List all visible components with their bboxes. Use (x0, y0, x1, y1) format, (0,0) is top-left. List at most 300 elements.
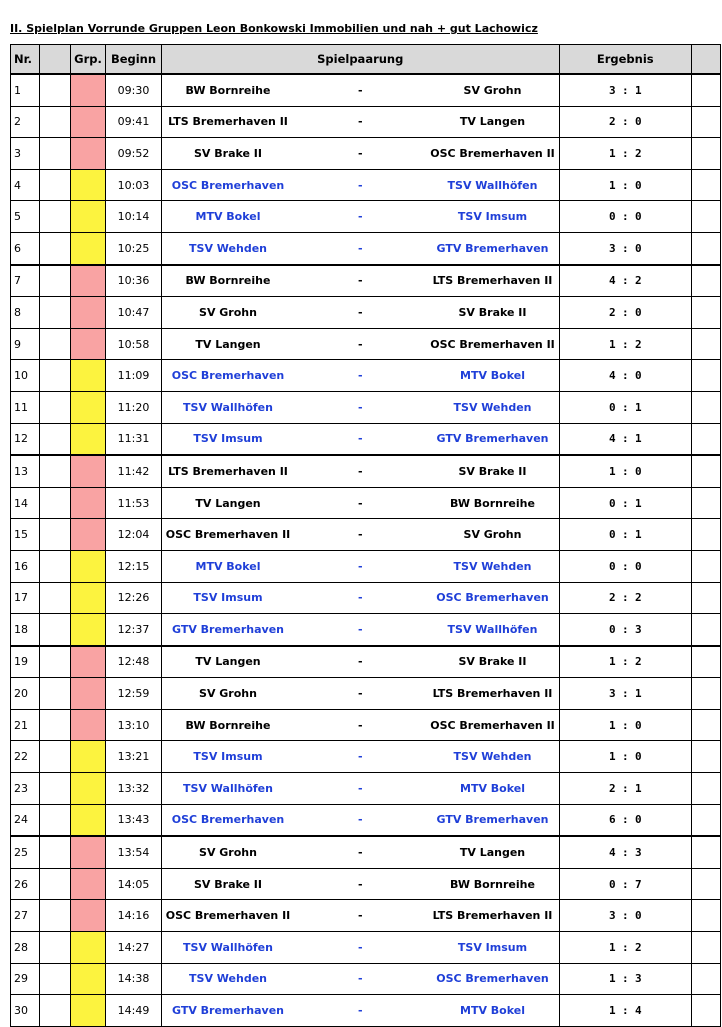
match-result (559, 169, 692, 201)
match-nr: 26 (11, 868, 40, 900)
match-result (559, 773, 692, 805)
group-color-cell (71, 550, 106, 582)
match-nr: 27 (11, 900, 40, 932)
match-table-body (11, 74, 721, 1026)
home-team: TSV Imsum (162, 423, 295, 455)
match-nr: 12 (11, 423, 40, 455)
extra-cell (692, 900, 721, 932)
away-team: TSV Wehden (427, 550, 560, 582)
away-score: 1 (634, 432, 642, 446)
group-color-cell (71, 265, 106, 297)
match-nr: 15 (11, 519, 40, 551)
home-team: TSV Wallhöfen (162, 391, 295, 423)
table-row (11, 423, 721, 455)
match-time: 14:49 (106, 995, 162, 1027)
extra-cell (692, 391, 721, 423)
score-colon: : (621, 559, 629, 573)
match-time: 12:04 (106, 519, 162, 551)
group-color-cell (71, 995, 106, 1027)
match-result (559, 297, 692, 329)
home-team: SV Grohn (162, 297, 295, 329)
match-result (559, 709, 692, 741)
away-team: OSC Bremerhaven II (427, 709, 560, 741)
away-score: 2 (634, 940, 642, 954)
away-team: SV Grohn (427, 519, 560, 551)
home-team: TV Langen (162, 487, 295, 519)
home-score: 1 (608, 655, 616, 669)
extra-cell (692, 423, 721, 455)
home-score: 6 (608, 813, 616, 827)
away-score: 0 (634, 241, 642, 255)
group-color-cell (71, 836, 106, 868)
table-row (11, 138, 721, 170)
extra-cell (692, 963, 721, 995)
extra-cell (692, 232, 721, 264)
match-time: 10:03 (106, 169, 162, 201)
match-result (559, 455, 692, 487)
home-team: SV Grohn (162, 836, 295, 868)
match-nr: 5 (11, 201, 40, 233)
blank-cell (40, 995, 71, 1027)
blank-cell (40, 519, 71, 551)
home-team: GTV Bremerhaven (162, 995, 295, 1027)
pairing-separator: - (294, 423, 427, 455)
away-team: BW Bornreihe (427, 487, 560, 519)
away-team: SV Brake II (427, 646, 560, 678)
match-nr: 3 (11, 138, 40, 170)
away-team: GTV Bremerhaven (427, 232, 560, 264)
score-colon: : (621, 369, 629, 383)
extra-cell (692, 455, 721, 487)
away-team: MTV Bokel (427, 995, 560, 1027)
match-result (559, 74, 692, 106)
match-time: 10:58 (106, 328, 162, 360)
home-score: 0 (608, 400, 616, 414)
group-color-cell (71, 297, 106, 329)
extra-cell (692, 836, 721, 868)
blank-cell (40, 709, 71, 741)
away-score: 3 (634, 846, 642, 860)
group-color-cell (71, 868, 106, 900)
extra-cell (692, 138, 721, 170)
pairing-separator: - (294, 455, 427, 487)
group-color-cell (71, 709, 106, 741)
match-time: 10:47 (106, 297, 162, 329)
blank-cell (40, 773, 71, 805)
away-team: MTV Bokel (427, 360, 560, 392)
home-score: 4 (608, 369, 616, 383)
match-nr: 13 (11, 455, 40, 487)
match-result (559, 868, 692, 900)
pairing-separator: - (294, 646, 427, 678)
blank-cell (40, 106, 71, 138)
blank-cell (40, 900, 71, 932)
match-nr: 18 (11, 614, 40, 646)
blank-cell (40, 328, 71, 360)
match-time: 14:05 (106, 868, 162, 900)
match-time: 09:52 (106, 138, 162, 170)
match-time: 13:54 (106, 836, 162, 868)
extra-cell (692, 868, 721, 900)
blank-cell (40, 232, 71, 264)
match-time: 13:21 (106, 741, 162, 773)
pairing-separator: - (294, 678, 427, 710)
extra-cell (692, 995, 721, 1027)
away-team: TSV Wallhöfen (427, 169, 560, 201)
home-team: BW Bornreihe (162, 74, 295, 106)
away-score: 0 (634, 210, 642, 224)
pairing-separator: - (294, 804, 427, 836)
score-colon: : (621, 846, 629, 860)
group-color-cell (71, 582, 106, 614)
table-row (11, 900, 721, 932)
match-time: 14:38 (106, 963, 162, 995)
group-color-cell (71, 360, 106, 392)
match-nr: 17 (11, 582, 40, 614)
match-time: 13:32 (106, 773, 162, 805)
home-team: SV Brake II (162, 868, 295, 900)
match-nr: 4 (11, 169, 40, 201)
group-color-cell (71, 487, 106, 519)
match-time: 11:09 (106, 360, 162, 392)
home-team: TSV Wehden (162, 232, 295, 264)
score-colon: : (621, 305, 629, 319)
away-score: 0 (634, 559, 642, 573)
score-colon: : (621, 337, 629, 351)
match-nr: 9 (11, 328, 40, 360)
away-team: TSV Wehden (427, 741, 560, 773)
pairing-separator: - (294, 138, 427, 170)
home-team: LTS Bremerhaven II (162, 106, 295, 138)
score-colon: : (621, 718, 629, 732)
pairing-separator: - (294, 232, 427, 264)
table-row (11, 582, 721, 614)
match-result (559, 423, 692, 455)
match-nr: 8 (11, 297, 40, 329)
match-result (559, 265, 692, 297)
match-time: 12:37 (106, 614, 162, 646)
extra-cell (692, 678, 721, 710)
away-team: OSC Bremerhaven II (427, 328, 560, 360)
match-result (559, 614, 692, 646)
away-score: 0 (634, 464, 642, 478)
blank-cell (40, 868, 71, 900)
away-team: TV Langen (427, 836, 560, 868)
score-colon: : (621, 655, 629, 669)
home-score: 2 (608, 781, 616, 795)
group-color-cell (71, 614, 106, 646)
pairing-separator: - (294, 773, 427, 805)
home-score: 1 (608, 972, 616, 986)
match-nr: 22 (11, 741, 40, 773)
extra-cell (692, 741, 721, 773)
home-team: SV Grohn (162, 678, 295, 710)
pairing-separator: - (294, 328, 427, 360)
pairing-separator: - (294, 995, 427, 1027)
group-color-cell (71, 678, 106, 710)
match-time: 11:20 (106, 391, 162, 423)
home-score: 1 (608, 750, 616, 764)
match-time: 10:14 (106, 201, 162, 233)
away-score: 1 (634, 83, 642, 97)
match-result (559, 328, 692, 360)
blank-cell (40, 804, 71, 836)
extra-cell (692, 74, 721, 106)
match-nr: 30 (11, 995, 40, 1027)
home-score: 0 (608, 496, 616, 510)
match-nr: 20 (11, 678, 40, 710)
home-score: 3 (608, 83, 616, 97)
extra-cell (692, 265, 721, 297)
blank-cell (40, 836, 71, 868)
away-team: TSV Wallhöfen (427, 614, 560, 646)
score-colon: : (621, 432, 629, 446)
home-team: OSC Bremerhaven (162, 804, 295, 836)
pairing-separator: - (294, 741, 427, 773)
blank-cell (40, 741, 71, 773)
match-time: 10:25 (106, 232, 162, 264)
match-result (559, 836, 692, 868)
match-time: 10:36 (106, 265, 162, 297)
match-time: 11:53 (106, 487, 162, 519)
home-team: TSV Imsum (162, 582, 295, 614)
home-score: 1 (608, 718, 616, 732)
pairing-separator: - (294, 487, 427, 519)
table-row (11, 360, 721, 392)
home-team: TSV Wallhöfen (162, 932, 295, 964)
table-row (11, 455, 721, 487)
group-color-cell (71, 328, 106, 360)
pairing-separator: - (294, 900, 427, 932)
home-score: 3 (608, 687, 616, 701)
blank-cell (40, 487, 71, 519)
pairing-separator: - (294, 297, 427, 329)
match-nr: 11 (11, 391, 40, 423)
group-color-cell (71, 519, 106, 551)
match-result (559, 995, 692, 1027)
away-team: TSV Wehden (427, 391, 560, 423)
blank-cell (40, 265, 71, 297)
match-result (559, 391, 692, 423)
home-team: OSC Bremerhaven (162, 169, 295, 201)
match-time: 13:10 (106, 709, 162, 741)
table-row (11, 836, 721, 868)
match-time: 14:27 (106, 932, 162, 964)
match-time: 09:30 (106, 74, 162, 106)
blank-cell (40, 932, 71, 964)
away-score: 2 (634, 337, 642, 351)
score-colon: : (621, 178, 629, 192)
home-score: 4 (608, 846, 616, 860)
home-score: 4 (608, 432, 616, 446)
match-result (559, 106, 692, 138)
pairing-separator: - (294, 963, 427, 995)
table-row (11, 995, 721, 1027)
header-ergebnis: Ergebnis (559, 45, 692, 75)
score-colon: : (621, 274, 629, 288)
group-color-cell (71, 391, 106, 423)
group-color-cell (71, 932, 106, 964)
away-score: 1 (634, 496, 642, 510)
match-time: 12:26 (106, 582, 162, 614)
away-team: GTV Bremerhaven (427, 423, 560, 455)
pairing-separator: - (294, 709, 427, 741)
home-team: SV Brake II (162, 138, 295, 170)
group-color-cell (71, 106, 106, 138)
pairing-separator: - (294, 74, 427, 106)
home-score: 1 (608, 178, 616, 192)
pairing-separator: - (294, 932, 427, 964)
away-score: 2 (634, 274, 642, 288)
table-row (11, 519, 721, 551)
match-result (559, 487, 692, 519)
score-colon: : (621, 528, 629, 542)
away-team: SV Brake II (427, 297, 560, 329)
away-score: 0 (634, 178, 642, 192)
score-colon: : (621, 813, 629, 827)
match-result (559, 201, 692, 233)
blank-cell (40, 423, 71, 455)
extra-cell (692, 646, 721, 678)
header-grp: Grp. (71, 45, 106, 75)
score-colon: : (621, 210, 629, 224)
pairing-separator: - (294, 169, 427, 201)
away-team: OSC Bremerhaven (427, 582, 560, 614)
home-score: 0 (608, 877, 616, 891)
extra-cell (692, 487, 721, 519)
table-row (11, 773, 721, 805)
home-score: 4 (608, 274, 616, 288)
score-colon: : (621, 115, 629, 129)
match-nr: 6 (11, 232, 40, 264)
blank-cell (40, 138, 71, 170)
home-score: 1 (608, 337, 616, 351)
score-colon: : (621, 83, 629, 97)
table-row (11, 74, 721, 106)
away-score: 2 (634, 146, 642, 160)
away-score: 0 (634, 750, 642, 764)
match-nr: 7 (11, 265, 40, 297)
pairing-separator: - (294, 868, 427, 900)
extra-cell (692, 360, 721, 392)
extra-cell (692, 106, 721, 138)
away-team: LTS Bremerhaven II (427, 265, 560, 297)
home-team: TSV Wallhöfen (162, 773, 295, 805)
home-team: MTV Bokel (162, 201, 295, 233)
blank-cell (40, 614, 71, 646)
away-team: BW Bornreihe (427, 868, 560, 900)
home-score: 3 (608, 241, 616, 255)
score-colon: : (621, 591, 629, 605)
match-time: 12:59 (106, 678, 162, 710)
home-score: 0 (608, 528, 616, 542)
header-spielpaarung: Spielpaarung (162, 45, 560, 75)
table-row (11, 678, 721, 710)
match-nr: 10 (11, 360, 40, 392)
score-colon: : (621, 750, 629, 764)
table-row (11, 741, 721, 773)
away-score: 0 (634, 115, 642, 129)
table-row (11, 297, 721, 329)
table-row (11, 709, 721, 741)
group-color-cell (71, 773, 106, 805)
home-score: 1 (608, 464, 616, 478)
header-blank (40, 45, 71, 75)
match-nr: 2 (11, 106, 40, 138)
match-time: 11:31 (106, 423, 162, 455)
extra-cell (692, 169, 721, 201)
home-team: BW Bornreihe (162, 709, 295, 741)
match-result (559, 900, 692, 932)
match-nr: 16 (11, 550, 40, 582)
away-score: 3 (634, 972, 642, 986)
away-team: TV Langen (427, 106, 560, 138)
extra-cell (692, 773, 721, 805)
away-score: 1 (634, 528, 642, 542)
match-nr: 21 (11, 709, 40, 741)
table-row (11, 932, 721, 964)
home-team: TV Langen (162, 328, 295, 360)
table-row (11, 106, 721, 138)
match-time: 14:16 (106, 900, 162, 932)
home-score: 1 (608, 1004, 616, 1018)
home-score: 2 (608, 305, 616, 319)
extra-cell (692, 582, 721, 614)
match-result (559, 963, 692, 995)
pairing-separator: - (294, 201, 427, 233)
home-team: TSV Imsum (162, 741, 295, 773)
match-schedule-table (10, 44, 721, 1027)
pairing-separator: - (294, 391, 427, 423)
extra-cell (692, 201, 721, 233)
header-beginn: Beginn (106, 45, 162, 75)
table-row (11, 232, 721, 264)
score-colon: : (621, 464, 629, 478)
table-row (11, 328, 721, 360)
extra-cell (692, 328, 721, 360)
extra-cell (692, 519, 721, 551)
pairing-separator: - (294, 265, 427, 297)
away-score: 7 (634, 877, 642, 891)
home-score: 0 (608, 559, 616, 573)
away-score: 0 (634, 813, 642, 827)
match-time: 09:41 (106, 106, 162, 138)
group-color-cell (71, 74, 106, 106)
pairing-separator: - (294, 360, 427, 392)
away-score: 4 (634, 1004, 642, 1018)
pairing-separator: - (294, 614, 427, 646)
header-extra (692, 45, 721, 75)
page-title: II. Spielplan Vorrunde Gruppen Leon Bonkowski Immobilien und nah + gut Lachowicz (10, 22, 538, 35)
table-row (11, 169, 721, 201)
home-team: BW Bornreihe (162, 265, 295, 297)
table-row (11, 265, 721, 297)
home-score: 0 (608, 622, 616, 636)
home-score: 2 (608, 591, 616, 605)
extra-cell (692, 709, 721, 741)
match-time: 13:43 (106, 804, 162, 836)
match-nr: 1 (11, 74, 40, 106)
match-result (559, 646, 692, 678)
home-team: OSC Bremerhaven (162, 360, 295, 392)
away-score: 0 (634, 369, 642, 383)
group-color-cell (71, 741, 106, 773)
away-score: 3 (634, 622, 642, 636)
match-time: 12:15 (106, 550, 162, 582)
home-score: 0 (608, 210, 616, 224)
away-team: GTV Bremerhaven (427, 804, 560, 836)
table-row (11, 550, 721, 582)
